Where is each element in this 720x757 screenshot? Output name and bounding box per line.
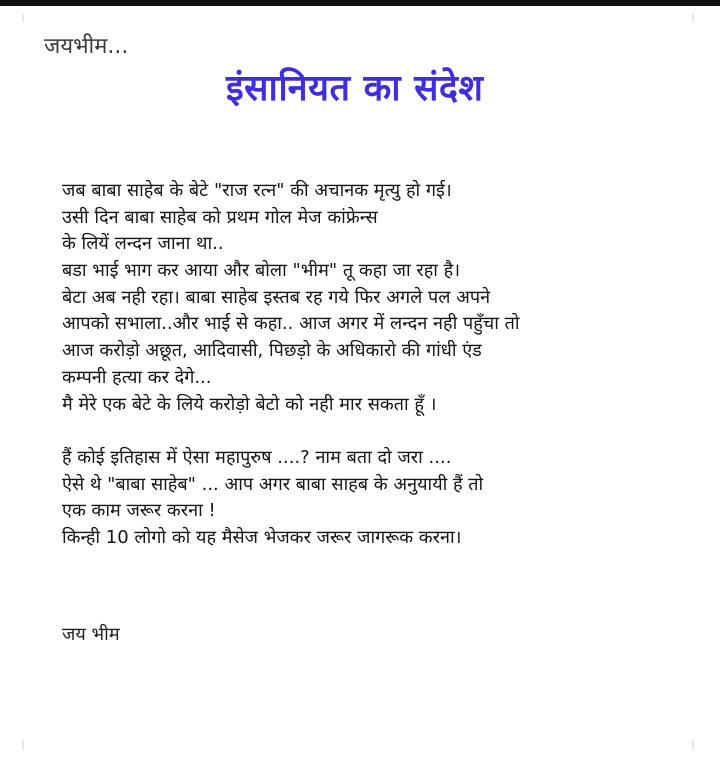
- message-body: [62, 178, 702, 552]
- corner-mark: [22, 14, 24, 22]
- corner-mark: [692, 740, 694, 750]
- paragraph-gap: [62, 418, 702, 445]
- message-line: के लियें लन्दन जाना था..: [62, 233, 224, 255]
- message-line: बडा भाई भाग कर आया और बोला "भीम" तू कहा जा रहा है।: [62, 260, 461, 282]
- corner-mark: [22, 740, 24, 750]
- message-line: मै मेरे एक बेटे के लिये करोड़ो बेटो को नही मार सकता हूँ ।: [62, 393, 437, 415]
- message-line: एक काम जरूर करना !: [62, 500, 216, 522]
- top-bar: [0, 0, 720, 6]
- message-line: हैं कोई इतिहास में ऐसा महापुरुष ....? नाम बता दो जरा ....: [62, 446, 452, 468]
- message-line: आपको सभाला..और भाई से कहा.. आज अगर में लन्दन नही पहुँचा तो: [62, 313, 520, 335]
- message-line: आज करोड़ो अछूत, आदिवासी, पिछड़ो के अधिकारो की गांधी एंड: [62, 340, 482, 362]
- greeting-text: जयभीम...: [44, 34, 129, 59]
- message-line: ऐसे थे "बाबा साहेब" ... आप अगर बाबा साहब के अनुयायी हैं तो: [62, 473, 484, 495]
- page-title: इंसानियत का संदेश: [226, 68, 484, 109]
- message-line: जब बाबा साहेब के बेटे "राज रत्न" की अचानक मृत्यु हो गई।: [62, 180, 452, 201]
- corner-mark: [692, 14, 694, 22]
- message-line: कम्पनी हत्या कर देगे...: [62, 366, 212, 388]
- closing-text: जय भीम: [62, 624, 120, 645]
- message-line: उसी दिन बाबा साहेब को प्रथम गोल मेज कांफ्रेन्स: [62, 206, 378, 228]
- message-line: किन्ही 10 लोगो को यह मैसेज भेजकर जरूर जागरूक करना।: [62, 526, 462, 548]
- message-line: बेटा अब नही रहा। बाबा साहेब इस्तब रह गये फिर अगले पल अपने: [62, 286, 491, 308]
